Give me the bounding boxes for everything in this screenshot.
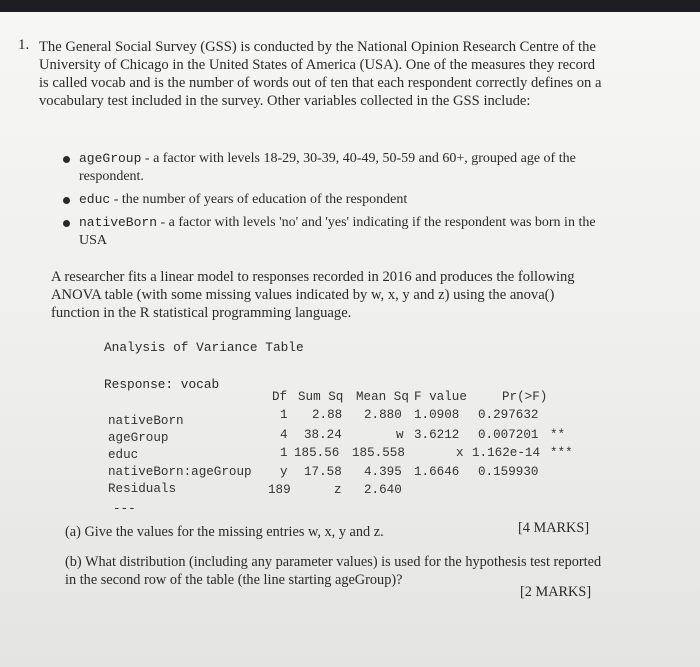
part-b-text: What distribution (including any parameter values) is used for the hypothesis test reported in the second row of the table (the line starting ageGroup)? xyxy=(65,554,602,588)
cell-sumsq: z xyxy=(334,483,342,497)
variable-code: nativeBorn xyxy=(79,215,158,230)
header-sumsq: Sum Sq xyxy=(298,390,344,404)
bullet-icon xyxy=(63,220,70,227)
cell-fvalue: 3.6212 xyxy=(414,428,460,442)
header-pvalue: Pr(>F) xyxy=(502,390,548,404)
header-meansq: Mean Sq xyxy=(356,390,409,404)
cell-signif: ** xyxy=(550,428,566,442)
intro-paragraph: The General Social Survey (GSS) is conducted by the National Opinion Research Centre of the University of Chicago in the United States of America (USA). One of the measures they record is called vocab and is the number of words out of ten that each respondent correctly defines on a vocabulary test included in the survey. Other variables collected in the GSS include: xyxy=(39,39,602,109)
bullet-icon xyxy=(63,156,70,163)
row-name: educ xyxy=(108,448,139,462)
part-a-marks: [4 MARKS] xyxy=(518,520,590,536)
row-name: nativeBorn xyxy=(108,414,184,428)
signif-separator: --- xyxy=(113,502,136,516)
variable-desc: - a factor with levels 'no' and 'yes' indicating if the respondent was born in the USA xyxy=(79,215,596,248)
part-b-label: (b) xyxy=(65,554,82,570)
top-dark-strip xyxy=(0,0,700,12)
cell-meansq: 4.395 xyxy=(364,465,402,479)
variable-desc: - a factor with levels 18-29, 30-39, 40-49, 50-59 and 60+, grouped age of the respondent. xyxy=(79,151,576,184)
anova-response: Response: vocab xyxy=(104,377,220,392)
variable-code: ageGroup xyxy=(79,151,142,166)
cell-sumsq: 17.58 xyxy=(304,465,342,479)
cell-df: 4 xyxy=(280,428,288,442)
cell-pvalue: 1.162e-14 xyxy=(472,446,541,460)
part-b-marks: [2 MARKS] xyxy=(520,584,592,600)
row-name: nativeBorn:ageGroup xyxy=(108,465,252,479)
header-fvalue: F value xyxy=(414,390,467,404)
variable-code: educ xyxy=(79,192,111,207)
row-name: Residuals xyxy=(108,482,177,496)
cell-df: 189 xyxy=(268,483,291,497)
cell-meansq: 185.558 xyxy=(352,446,405,460)
cell-meansq: 2.640 xyxy=(364,483,402,497)
variable-list xyxy=(63,150,613,255)
row-name: ageGroup xyxy=(108,431,169,445)
question-number: 1. xyxy=(18,37,30,53)
cell-signif: *** xyxy=(550,446,573,460)
cell-df: 1 xyxy=(280,446,288,460)
bullet-icon xyxy=(63,197,70,204)
cell-meansq: 2.880 xyxy=(364,408,402,422)
cell-fvalue: x xyxy=(456,446,464,460)
cell-sumsq: 38.24 xyxy=(304,428,342,442)
cell-df: y xyxy=(280,465,288,479)
cell-fvalue: 1.6646 xyxy=(414,465,460,479)
cell-df: 1 xyxy=(280,408,288,422)
cell-meansq: w xyxy=(396,428,404,442)
list-item xyxy=(63,214,613,250)
cell-sumsq: 185.56 xyxy=(294,446,340,460)
list-item xyxy=(63,191,613,209)
header-df: Df xyxy=(272,390,288,404)
variable-desc: - the number of years of education of the respondent xyxy=(110,192,408,207)
cell-fvalue: 1.0908 xyxy=(414,408,460,422)
part-a-label: (a) xyxy=(65,524,81,540)
cell-pvalue: 0.159930 xyxy=(478,465,539,479)
part-a-text: Give the values for the missing entries w, x, y and z. xyxy=(84,524,384,540)
anova-title: Analysis of Variance Table xyxy=(104,340,304,355)
cell-sumsq: 2.88 xyxy=(312,408,343,422)
cell-pvalue: 0.007201 xyxy=(478,428,539,442)
list-item xyxy=(63,150,613,186)
cell-pvalue: 0.297632 xyxy=(478,408,539,422)
researcher-paragraph: A researcher fits a linear model to responses recorded in 2016 and produces the following ANOVA table (with some missing values indicated by w, x, y and z) using the anova() function in the R statistical programming language. xyxy=(51,269,575,321)
